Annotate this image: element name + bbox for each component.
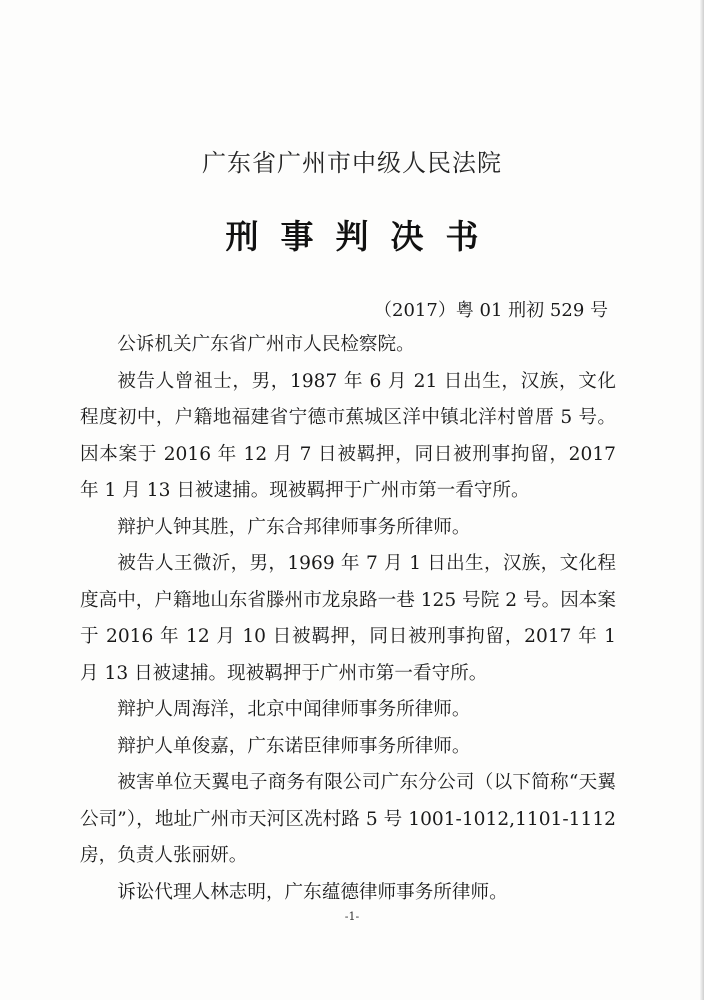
document-body <box>80 327 616 911</box>
paragraph-defendant-2: 被告人王微沂，男，1969 年 7 月 1 日出生，汉族，文化程度高中，户籍地山东省滕州市龙泉路一巷 125 号院 2 号。因本案于 2016 年 12 月 10 日被羁押，同日被刑事拘留，2017 年 1 月 13 日被逮捕。现被羁押于广州市第一看守所。 <box>80 553 616 684</box>
page-number: -1- <box>344 910 360 923</box>
paragraph-defender-3: 辩护人单俊嘉，广东诺臣律师事务所律师。 <box>117 735 471 757</box>
paragraph-prosecutor: 公诉机关广东省广州市人民检察院。 <box>117 334 415 355</box>
paragraph-defender-2: 辩护人周海洋，北京中闻律师事务所律师。 <box>117 699 471 720</box>
case-number: （2017）粤 01 刑初 529 号 <box>374 300 608 321</box>
court-name: 广东省广州市中级人民法院 <box>202 149 502 177</box>
paragraph-defender-1: 辩护人钟其胜，广东合邦律师事务所律师。 <box>117 516 471 538</box>
paragraph-defendant-1: 被告人曾祖士，男，1987 年 6 月 21 日出生，汉族，文化程度初中，户籍地福建省宁德市蕉城区洋中镇北洋村曾厝 5 号。因本案于 2016 年 12 月 7 日被羁押，同日被刑事拘留，2017 年 1 月 13 日被逮捕。现被羁押于广州市第一看守所。 <box>80 370 616 501</box>
paragraph-litigation-agent: 诉讼代理人林志明，广东蕴德律师事务所律师。 <box>117 881 508 903</box>
document-title: 刑事判决书 <box>225 217 501 256</box>
paragraph-victim-unit: 被害单位天翼电子商务有限公司广东分公司（以下简称“天翼公司”），地址广州市天河区冼村路 5 号 1001-1012,1101-1112 房，负责人张丽妍。 <box>80 772 616 866</box>
